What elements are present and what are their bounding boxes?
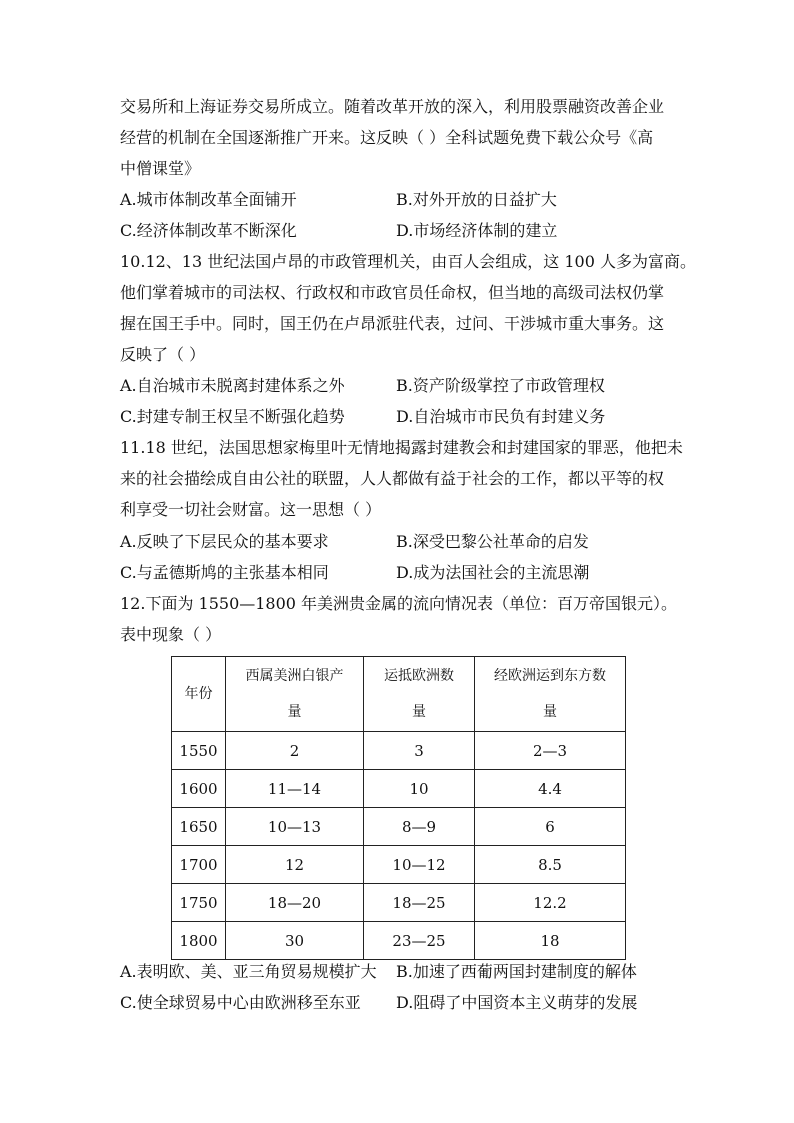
table-cell: 30 [226,922,364,960]
table-cell: 1800 [172,922,226,960]
header-silver-output-line-1: 西属美洲白银产 [245,668,344,684]
q12-option-d: D.阻碍了中国资本主义萌芽的发展 [396,993,638,1012]
q11-option-a: A.反映了下层民众的基本要求 [120,532,329,551]
q11-option-b: B.深受巴黎公社革命的启发 [396,532,589,551]
q9-option-a: A.城市体制改革全面铺开 [120,190,297,209]
table-cell: 1550 [172,732,226,770]
table-cell: 10—12 [364,846,475,884]
header-year [172,657,226,732]
table-row [172,884,626,922]
q9-stem-line-1: 交易所和上海证券交易所成立。随着改革开放的深入，利用股票融资改善企业 [120,97,665,116]
table-cell: 12.2 [475,884,626,922]
q12-stem-line-2: 表中现象（ ） [120,625,222,644]
table-cell: 2 [226,732,364,770]
table-cell: 1650 [172,808,226,846]
table-row [172,770,626,808]
q10-option-c: C.封建专制王权呈不断强化趋势 [120,407,345,426]
table-cell: 11—14 [226,770,364,808]
header-silver-output [226,657,364,732]
table-cell: 1600 [172,770,226,808]
table-header-row [172,657,626,732]
table-cell: 8—9 [364,808,475,846]
table-cell: 8.5 [475,846,626,884]
q12-option-b: B.加速了西葡两国封建制度的解体 [396,962,637,981]
table-cell: 23—25 [364,922,475,960]
table-cell: 18—20 [226,884,364,922]
silver-flow-table [171,656,626,960]
header-to-europe [364,657,475,732]
table-cell: 12 [226,846,364,884]
table-cell: 10—13 [226,808,364,846]
q11-stem-line-3: 利享受一切社会财富。这一思想（ ） [120,500,382,519]
table-cell: 1700 [172,846,226,884]
table-cell: 4.4 [475,770,626,808]
table-row [172,922,626,960]
q9-option-c: C.经济体制改革不断深化 [120,221,297,240]
table-cell: 2—3 [475,732,626,770]
q11-stem-line-1: 11.18 世纪，法国思想家梅里叶无情地揭露封建教会和封建国家的罪恶，他把未 [120,438,683,457]
header-silver-output-line-2: 量 [287,704,302,720]
table-row [172,732,626,770]
table-cell: 6 [475,808,626,846]
q10-stem-line-1: 10.12、13 世纪法国卢昂的市政管理机关，由百人会组成，这 100 人多为富商。 [120,252,696,271]
q10-stem-line-3: 握在国王手中。同时，国王仍在卢昂派驻代表，过问、干涉城市重大事务。这 [120,314,665,333]
table-cell: 18—25 [364,884,475,922]
header-to-east-line-2: 量 [543,704,557,720]
table-cell: 3 [364,732,475,770]
q9-stem-line-3: 中僧课堂》 [120,159,201,178]
table-row [172,808,626,846]
q11-option-d: D.成为法国社会的主流思潮 [396,563,590,582]
q9-option-d: D.市场经济体制的建立 [396,221,558,240]
table-cell: 1750 [172,884,226,922]
header-to-europe-line-1: 运抵欧洲数 [384,668,454,684]
table-row [172,846,626,884]
q9-option-b: B.对外开放的日益扩大 [396,190,557,209]
q10-stem-line-4: 反映了（ ） [120,345,206,364]
header-to-europe-line-2: 量 [412,704,426,720]
q11-stem-line-2: 来的社会描绘成自由公社的联盟，人人都做有益于社会的工作，都以平等的权 [120,469,665,488]
q10-option-a: A.自治城市未脱离封建体系之外 [120,376,345,395]
q12-option-c: C.使全球贸易中心由欧洲移至东亚 [120,993,361,1012]
header-to-east [475,657,626,732]
q10-option-d: D.自治城市市民负有封建义务 [396,407,606,426]
q9-stem-line-2: 经营的机制在全国逐渐推广开来。这反映（ ）全科试题免费下载公众号《高 [120,128,654,147]
table-cell: 18 [475,922,626,960]
header-year-label: 年份 [184,686,213,702]
table-cell: 10 [364,770,475,808]
q12-option-a: A.表明欧、美、亚三角贸易规模扩大 [120,962,377,981]
q10-option-b: B.资产阶级掌控了市政管理权 [396,376,605,395]
q10-stem-line-2: 他们掌着城市的司法权、行政权和市政官员任命权，但当地的高级司法权仍掌 [120,283,665,302]
q11-option-c: C.与孟德斯鸠的主张基本相同 [120,563,329,582]
q12-stem-line-1: 12.下面为 1550—1800 年美洲贵金属的流向情况表（单位：百万帝国银元）。 [120,594,678,613]
header-to-east-line-1: 经欧洲运到东方数 [494,668,606,684]
